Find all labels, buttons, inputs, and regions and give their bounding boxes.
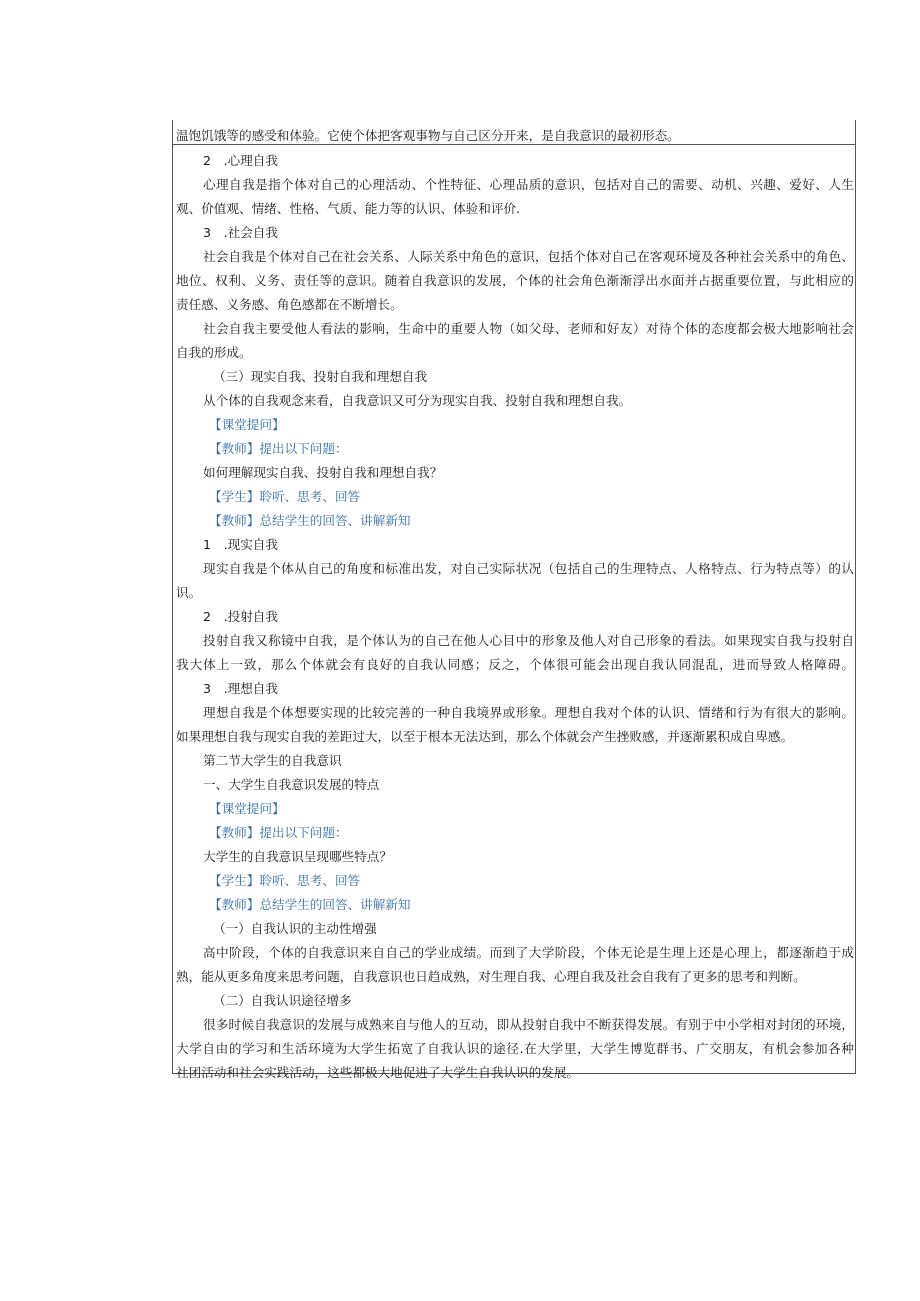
text-line: 自我的形成。 — [176, 345, 252, 360]
text-line: （一）自我认识的主动性增强 — [213, 921, 377, 936]
content-table-cell — [172, 120, 856, 1080]
text-line: 心理自我是指个体对自己的心理活动、个性特征、心理品质的意识，包括对自己的需要、动机、兴趣、爱好、人生 — [203, 177, 854, 192]
text-line: 现实自我是个体从自己的角度和标准出发，对自己实际状况（包括自己的生理特点、人格特点、行为特点等）的认 — [203, 561, 854, 576]
text-line: 温饱饥饿等的感受和体验。它使个体把客观事物与自己区分开来，是自我意识的最初形态。 — [176, 128, 680, 143]
text-line: 【课堂提问】 — [209, 801, 285, 816]
text-line: 高中阶段，个体的自我意识来自自己的学业成绩。而到了大学阶段，个体无论是生理上还是心理上，都逐渐趋于成 — [203, 945, 854, 960]
text-line: 从个体的自我观念来看，自我意识又可分为现实自我、投射自我和理想自我。 — [203, 393, 632, 408]
text-line: 观、价值观、情绪、性格、气质、能力等的认识、体验和评价. — [176, 201, 521, 216]
text-line: 理想自我是个体想要实现的比较完善的一种自我境界或形象。理想自我对个体的认识、情绪和行为有很大的影响。 — [203, 705, 854, 720]
text-line: 【学生】聆听、思考、回答 — [209, 873, 361, 888]
text-line: 3 .社会自我 — [203, 225, 278, 240]
text-line: （三）现实自我、投射自我和理想自我 — [213, 369, 428, 384]
text-line: 地位、权利、义务、责任等的意识。随着自我意识的发展，个体的社会角色渐渐浮出水面并占据重要位置，与此相应的 — [176, 273, 854, 288]
text-line: 第二节大学生的自我意识 — [203, 753, 342, 768]
text-line: 很多时候自我意识的发展与成熟来自与他人的互动，即从投射自我中不断获得发展。有别于中小学相对封闭的环境， — [203, 1017, 854, 1032]
text-line: 熟，能从更多角度来思考问题，自我意识也日趋成熟，对生理自我、心理自我及社会自我有了更多的思考和判断。 — [176, 969, 806, 984]
text-line: 【学生】聆听、思考、回答 — [209, 489, 361, 504]
text-line: 投射自我又称镜中自我，是个体认为的自己在他人心目中的形象及他人对自己形象的看法。如果现实自我与投射自 — [203, 633, 854, 648]
row-divider — [173, 144, 855, 145]
text-line: 2 .投射自我 — [203, 609, 278, 624]
text-line: 社会自我是个体对自己在社会关系、人际关系中角色的意识，包括个体对自己在客观环境及各种社会关系中的角色、 — [203, 249, 854, 264]
text-line: 如何理解现实自我、投射自我和理想自我？ — [203, 465, 443, 480]
text-line: 责任感、义务感、角色感都在不断增长。 — [176, 297, 403, 312]
text-line: 【教师】提出以下问题： — [209, 825, 348, 840]
text-line: 【教师】提出以下问题： — [209, 441, 348, 456]
text-line: 大学自由的学习和生活环境为大学生拓宽了自我认识的途径.在大学里，大学生博览群书、广交朋友，有机会参加各种 — [176, 1041, 854, 1056]
text-line: 我大体上一致，那么个体就会有良好的自我认同感；反之，个体很可能会出现自我认同混乱，进而导致人格障碍。 — [176, 657, 854, 672]
text-line: 3 .理想自我 — [203, 681, 278, 696]
text-line: 【课堂提问】 — [209, 417, 285, 432]
text-line: 大学生的自我意识呈现哪些特点？ — [203, 849, 392, 864]
text-line: 社会自我主要受他人看法的影响，生命中的重要人物（如父母、老师和好友）对待个体的态度都会极大地影响社会 — [203, 321, 854, 336]
text-line: 1 .现实自我 — [203, 537, 278, 552]
text-line: 如果理想自我与现实自我的差距过大，以至于根本无法达到，那么个体就会产生挫败感，并逐渐累积成自卑感。 — [176, 729, 794, 744]
text-line: 社团活动和社会实践活动，这些都极大地促进了大学生自我认识的发展。 — [176, 1065, 579, 1080]
text-line: （二）自我认识途径增多 — [213, 993, 352, 1008]
text-line: 2 .心理自我 — [203, 153, 278, 168]
text-line: 一、大学生自我意识发展的特点 — [203, 777, 380, 792]
text-line: 【教师】总结学生的回答、讲解新知 — [209, 513, 411, 528]
text-line: 【教师】总结学生的回答、讲解新知 — [209, 897, 411, 912]
text-line: 识。 — [176, 585, 202, 600]
